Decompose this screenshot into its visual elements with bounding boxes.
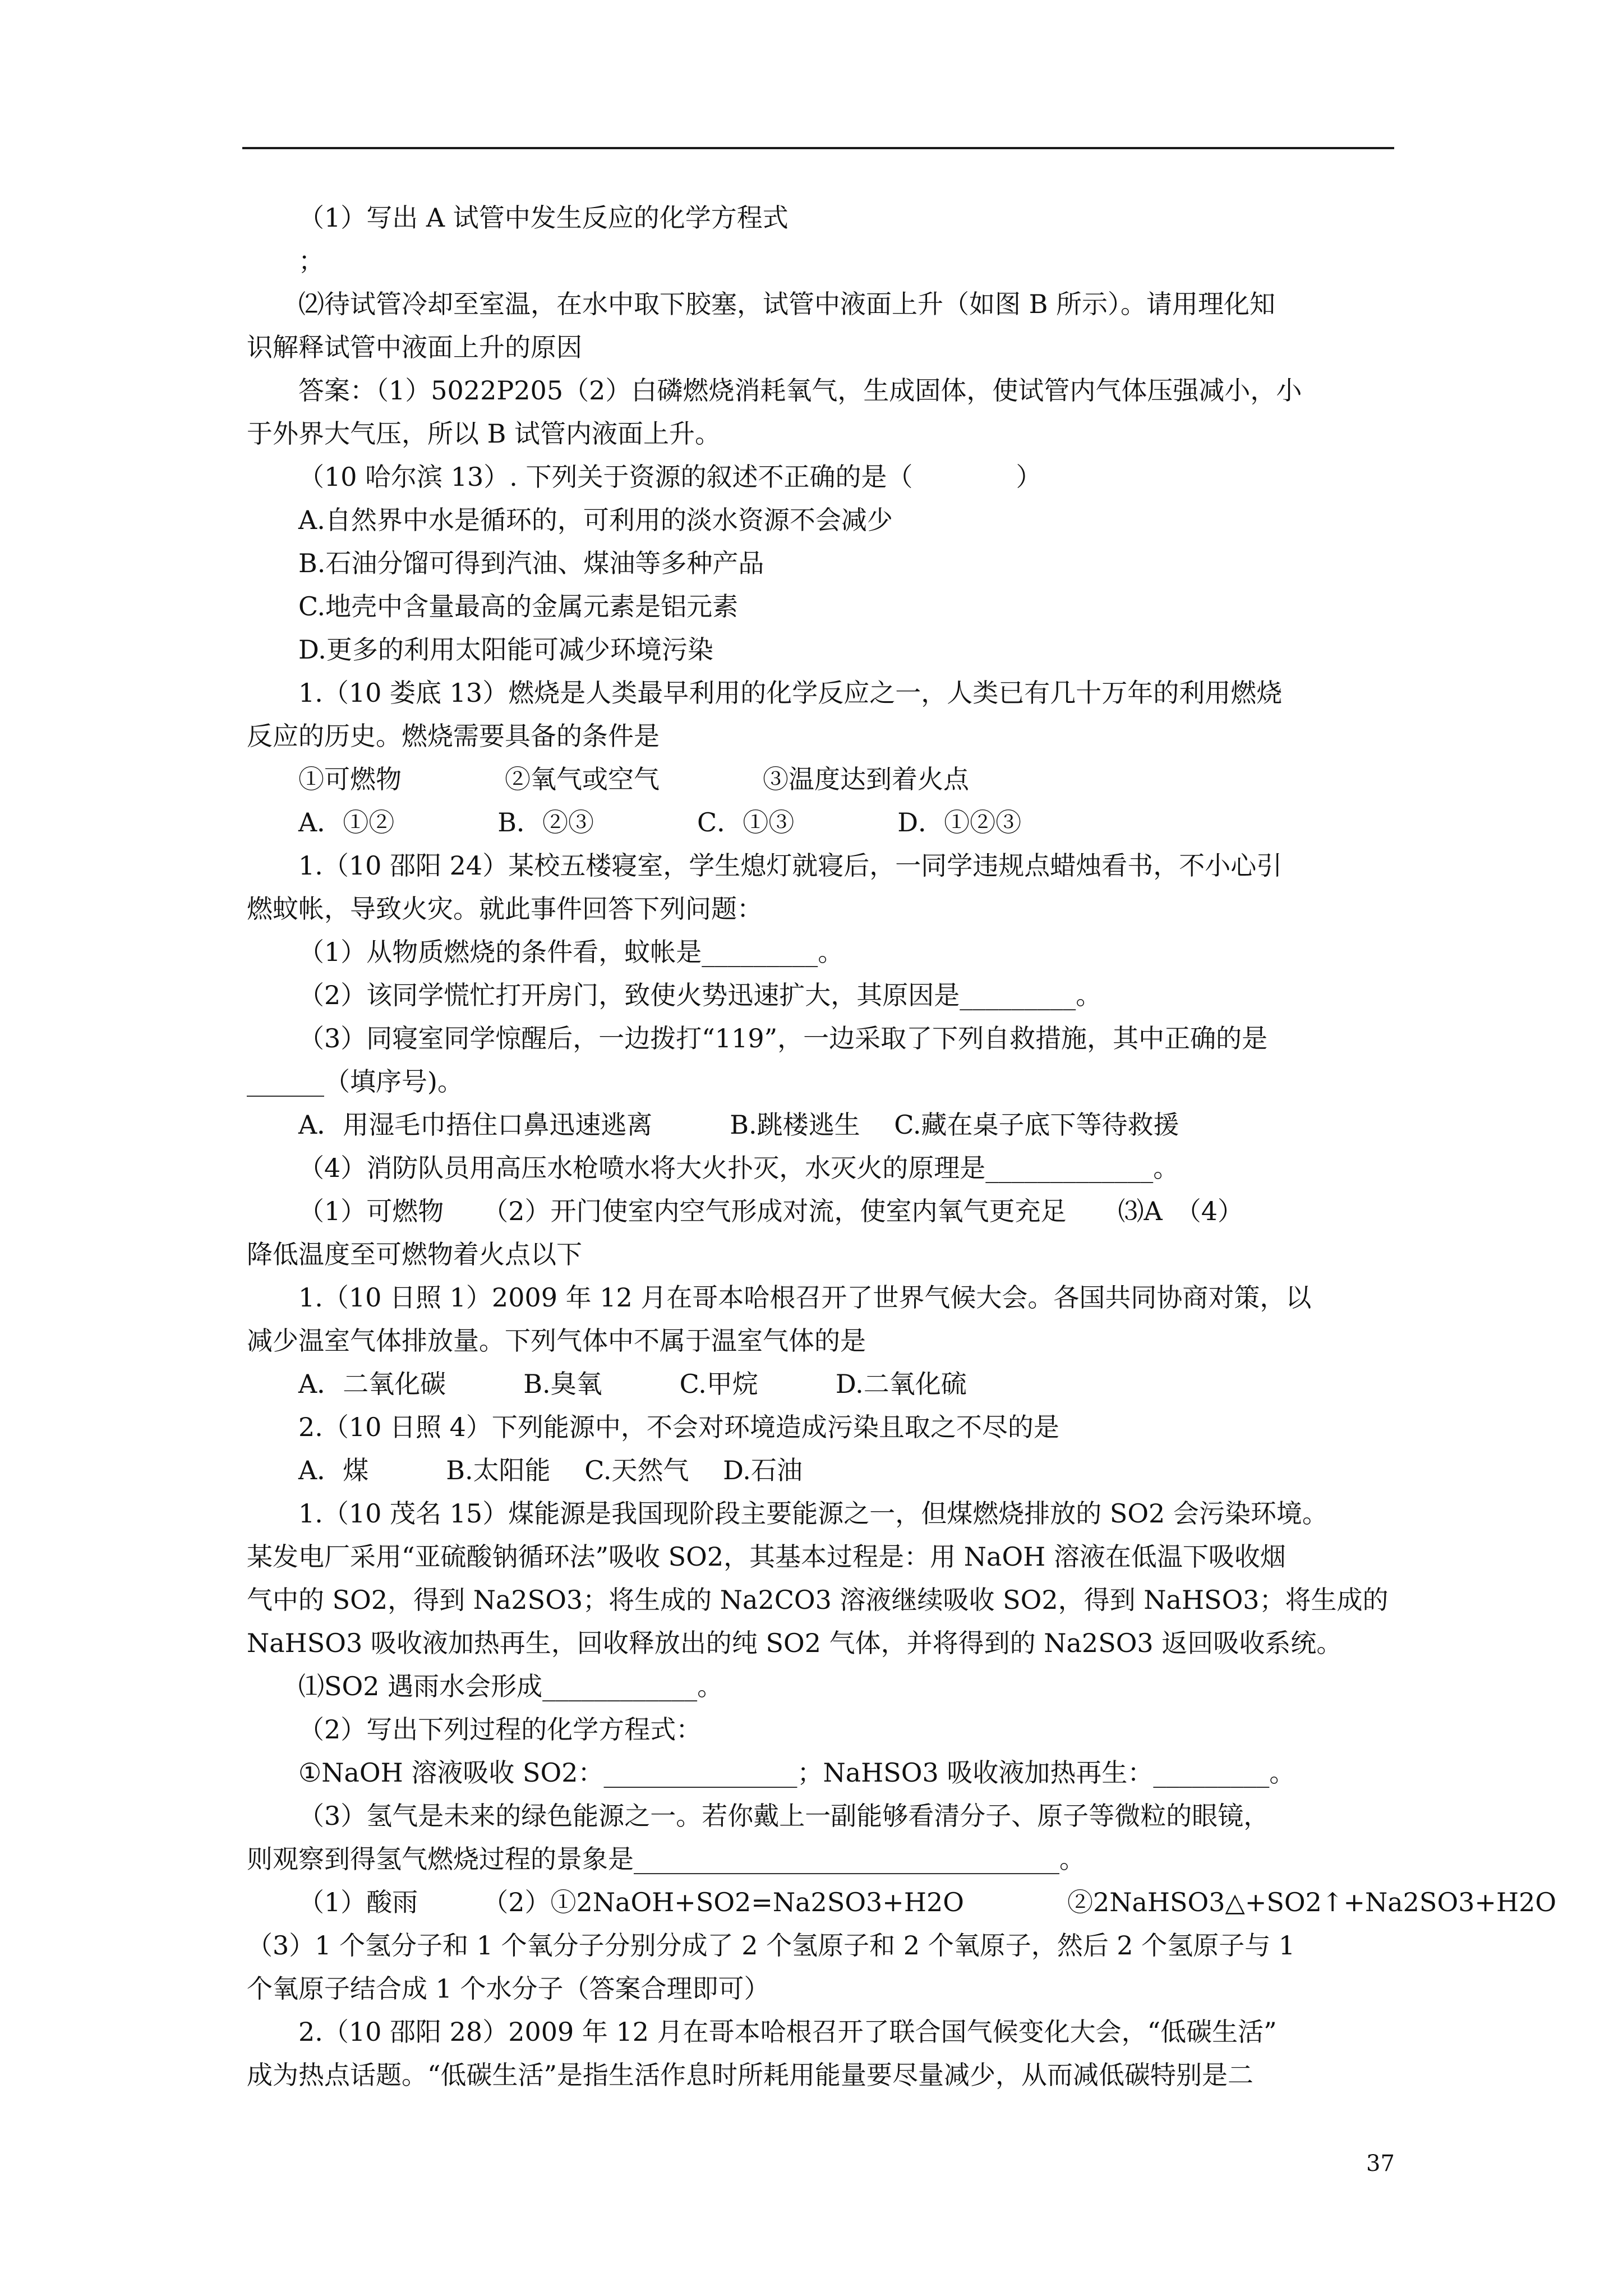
text-line: 减少温室气体排放量。下列气体中不属于温室气体的是 xyxy=(247,1326,866,1356)
text-line: 于外界大气压，所以 B 试管内液面上升。 xyxy=(247,418,721,449)
text-line: 反应的历史。燃烧需要具备的条件是 xyxy=(247,721,660,751)
text-line: （1）可燃物 （2）开门使室内空气形成对流，使室内氧气更充足 ⑶A （4） xyxy=(298,1196,1244,1226)
header-rule xyxy=(242,147,1394,149)
text-line: 1.（10 茂名 15）煤能源是我国现阶段主要能源之一，但煤燃烧排放的 SO2 会污染环境。 xyxy=(298,1498,1328,1529)
text-line: 1.（10 娄底 13）燃烧是人类最早利用的化学反应之一，人类已有几十万年的利用燃烧 xyxy=(298,678,1283,708)
text-line: 个氧原子结合成 1 个水分子（答案合理即可） xyxy=(247,1973,770,2004)
text-line: （2）该同学慌忙打开房门，致使火势迅速扩大，其原因是_________。 xyxy=(298,980,1102,1010)
text-line: （1）酸雨 （2）①2NaOH+SO2=Na2SO3+H2O ②2NaHSO3△+SO2↑+Na2SO3+H2O xyxy=(298,1887,1557,1917)
page-number: 37 xyxy=(1366,2151,1395,2177)
text-line: C.地壳中含量最高的金属元素是铝元素 xyxy=(298,591,739,622)
text-line: A.自然界中水是循环的，可利用的淡水资源不会减少 xyxy=(298,505,893,535)
text-line: 1.（10 邵阳 24）某校五楼寝室，学生熄灯就寝后，一同学违规点蜡烛看书，不小心引 xyxy=(298,850,1283,881)
text-line: 识解释试管中液面上升的原因 xyxy=(247,332,582,362)
text-line: A．用湿毛巾捂住口鼻迅速逃离 B.跳楼逃生 C.藏在桌子底下等待救援 xyxy=(298,1110,1179,1140)
text-line: （4）消防队员用高压水枪喷水将大火扑灭，水灭火的原理是_____________。 xyxy=(298,1153,1179,1183)
text-line: （1）从物质燃烧的条件看，蚊帐是_________。 xyxy=(298,937,844,967)
text-line: ⑵待试管冷却至室温，在水中取下胶塞，试管中液面上升（如图 B 所示）。请用理化知 xyxy=(298,289,1276,319)
text-line: 气中的 SO2，得到 Na2SO3；将生成的 Na2CO3 溶液继续吸收 SO2，得到 NaHSO3；将生成的 xyxy=(247,1585,1389,1615)
text-line: ⑴SO2 遇雨水会形成____________。 xyxy=(298,1671,723,1701)
text-line: B.石油分馏可得到汽油、煤油等多种产品 xyxy=(298,548,764,578)
text-line: 2.（10 邵阳 28）2009 年 12 月在哥本哈根召开了联合国气候变化大会，“低碳生活” xyxy=(298,2017,1277,2047)
text-line: 某发电厂采用“亚硫酸钠循环法”吸收 SO2，其基本过程是：用 NaOH 溶液在低温下吸收烟 xyxy=(247,1542,1286,1572)
text-line: ______（填序号)。 xyxy=(247,1066,463,1097)
text-line: 1.（10 日照 1）2009 年 12 月在哥本哈根召开了世界气候大会。各国共同协商对策，以 xyxy=(298,1282,1312,1313)
text-line: ①NaOH 溶液吸收 SO2：_______________；NaHSO3 吸收液加热再生：_________。 xyxy=(298,1757,1295,1788)
text-line: 成为热点话题。“低碳生活”是指生活作息时所耗用能量要尽量减少，从而减低碳特别是二 xyxy=(247,2060,1254,2090)
text-line: ①可燃物 ②氧气或空气 ③温度达到着火点 xyxy=(298,764,969,794)
text-line: 燃蚊帐，导致火灾。就此事件回答下列问题： xyxy=(247,894,763,924)
text-line: 2.（10 日照 4）下列能源中，不会对环境造成污染且取之不尽的是 xyxy=(298,1412,1059,1442)
text-line: （10 哈尔滨 13）. 下列关于资源的叙述不正确的是（ ） xyxy=(298,462,1042,492)
text-line: （2）写出下列过程的化学方程式： xyxy=(298,1714,702,1745)
text-line: ； xyxy=(298,246,324,276)
text-line: （3）1 个氢分子和 1 个氧分子分别分成了 2 个氢原子和 2 个氧原子，然后 2 个氢原子与 1 xyxy=(247,1930,1295,1961)
text-line: 答案：（1）5022P205（2）白磷燃烧消耗氧气，生成固体，使试管内气体压强减小，小 xyxy=(298,375,1302,406)
text-line: （3）同寝室同学惊醒后，一边拨打“119”，一边采取了下列自救措施，其中正确的是 xyxy=(298,1023,1268,1053)
text-line: NaHSO3 吸收液加热再生，回收释放出的纯 SO2 气体，并将得到的 Na2SO3 返回吸收系统。 xyxy=(247,1628,1343,1658)
text-line: D.更多的利用太阳能可减少环境污染 xyxy=(298,634,713,665)
text-line: A．二氧化碳 B.臭氧 C.甲烷 D.二氧化硫 xyxy=(298,1369,967,1399)
text-line: 降低温度至可燃物着火点以下 xyxy=(247,1239,582,1269)
text-line: A．煤 B.太阳能 C.天然气 D.石油 xyxy=(298,1455,803,1485)
text-line: A．①② B．②③ C．①③ D．①②③ xyxy=(298,807,1022,838)
document-body xyxy=(247,196,1557,2097)
text-line: 则观察到得氢气燃烧过程的景象是_________________________________。 xyxy=(247,1844,1085,1874)
text-line: （1）写出 A 试管中发生反应的化学方程式 xyxy=(298,203,789,233)
text-line: （3）氢气是未来的绿色能源之一。若你戴上一副能够看清分子、原子等微粒的眼镜， xyxy=(298,1801,1270,1831)
